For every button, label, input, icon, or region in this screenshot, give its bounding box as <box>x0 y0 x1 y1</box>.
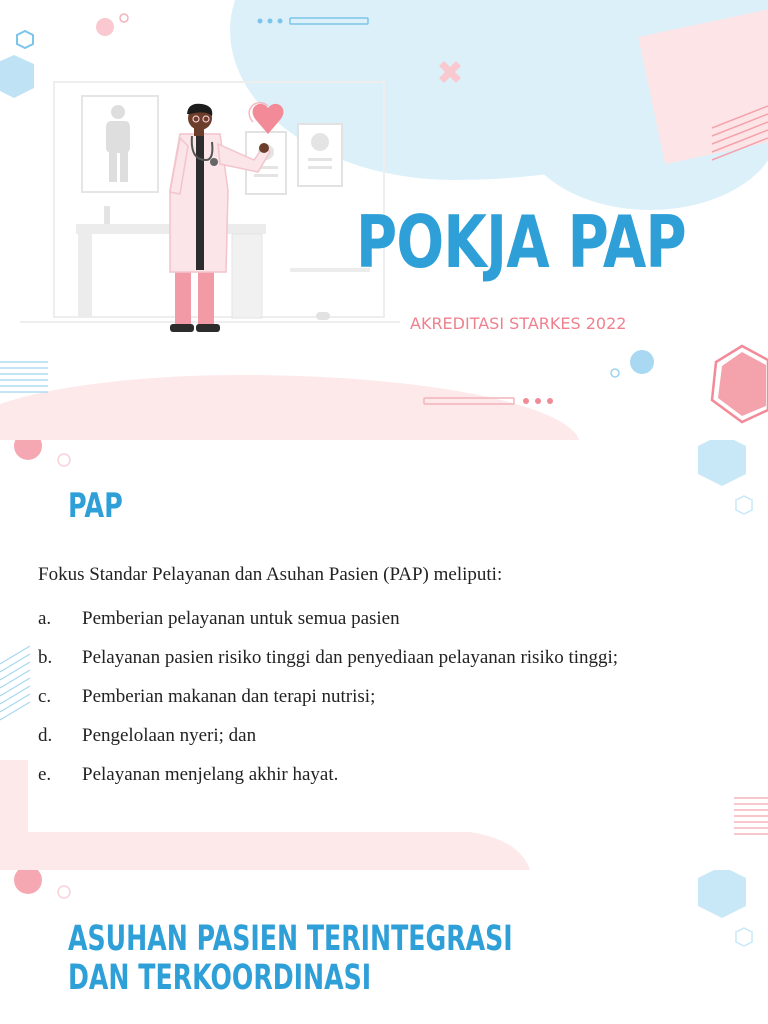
cover-title: POKJA PAP <box>356 200 686 284</box>
circle-outline-icon <box>120 14 128 22</box>
pap-content <box>38 560 698 794</box>
list-item <box>38 599 698 638</box>
doctor-illustration <box>20 80 400 360</box>
list-text: Pelayanan pasien risiko tinggi dan penyediaan pelayanan risiko tinggi; <box>82 647 619 668</box>
list-letter: b. <box>38 647 53 668</box>
pap-intro: Fokus Standar Pelayanan dan Asuhan Pasien (PAP) meliputi: <box>38 564 503 585</box>
list-text: Pemberian makanan dan terapi nutrisi; <box>82 686 376 707</box>
list-text: Pengelolaan nyeri; dan <box>82 725 257 746</box>
list-item <box>38 677 698 716</box>
plus-icon <box>433 55 467 89</box>
heart-icon <box>253 104 284 134</box>
circle-pink-icon <box>96 18 114 36</box>
cover-subtitle: AKREDITASI STARKES 2022 <box>410 314 627 333</box>
pap-section <box>0 440 768 870</box>
stripes-decor <box>712 106 768 160</box>
list-letter: d. <box>38 725 53 746</box>
list-letter: e. <box>38 764 52 785</box>
list-letter: a. <box>38 608 52 629</box>
circle-pink-icon <box>14 870 42 894</box>
list-item <box>38 755 698 794</box>
list-item <box>38 716 698 755</box>
hexagon-blue-icon <box>698 440 746 486</box>
list-letter: c. <box>38 686 52 707</box>
hexagon-blue-icon <box>698 870 746 918</box>
asuhan-section <box>0 870 768 1024</box>
circle-pink-icon <box>14 440 42 460</box>
list-text: Pelayanan menjelang akhir hayat. <box>82 764 339 785</box>
circle-blue-icon <box>630 350 654 374</box>
list-item <box>38 638 698 677</box>
asuhan-heading: ASUHAN PASIEN TERINTEGRASI DAN TERKOORDINASI <box>68 919 513 998</box>
list-text: Pemberian pelayanan untuk semua pasien <box>82 608 400 629</box>
pap-heading: PAP <box>68 486 123 526</box>
cover-section <box>0 0 768 440</box>
hexagon-outline-icon <box>17 31 33 48</box>
pentagon-pink-icon <box>718 352 766 416</box>
